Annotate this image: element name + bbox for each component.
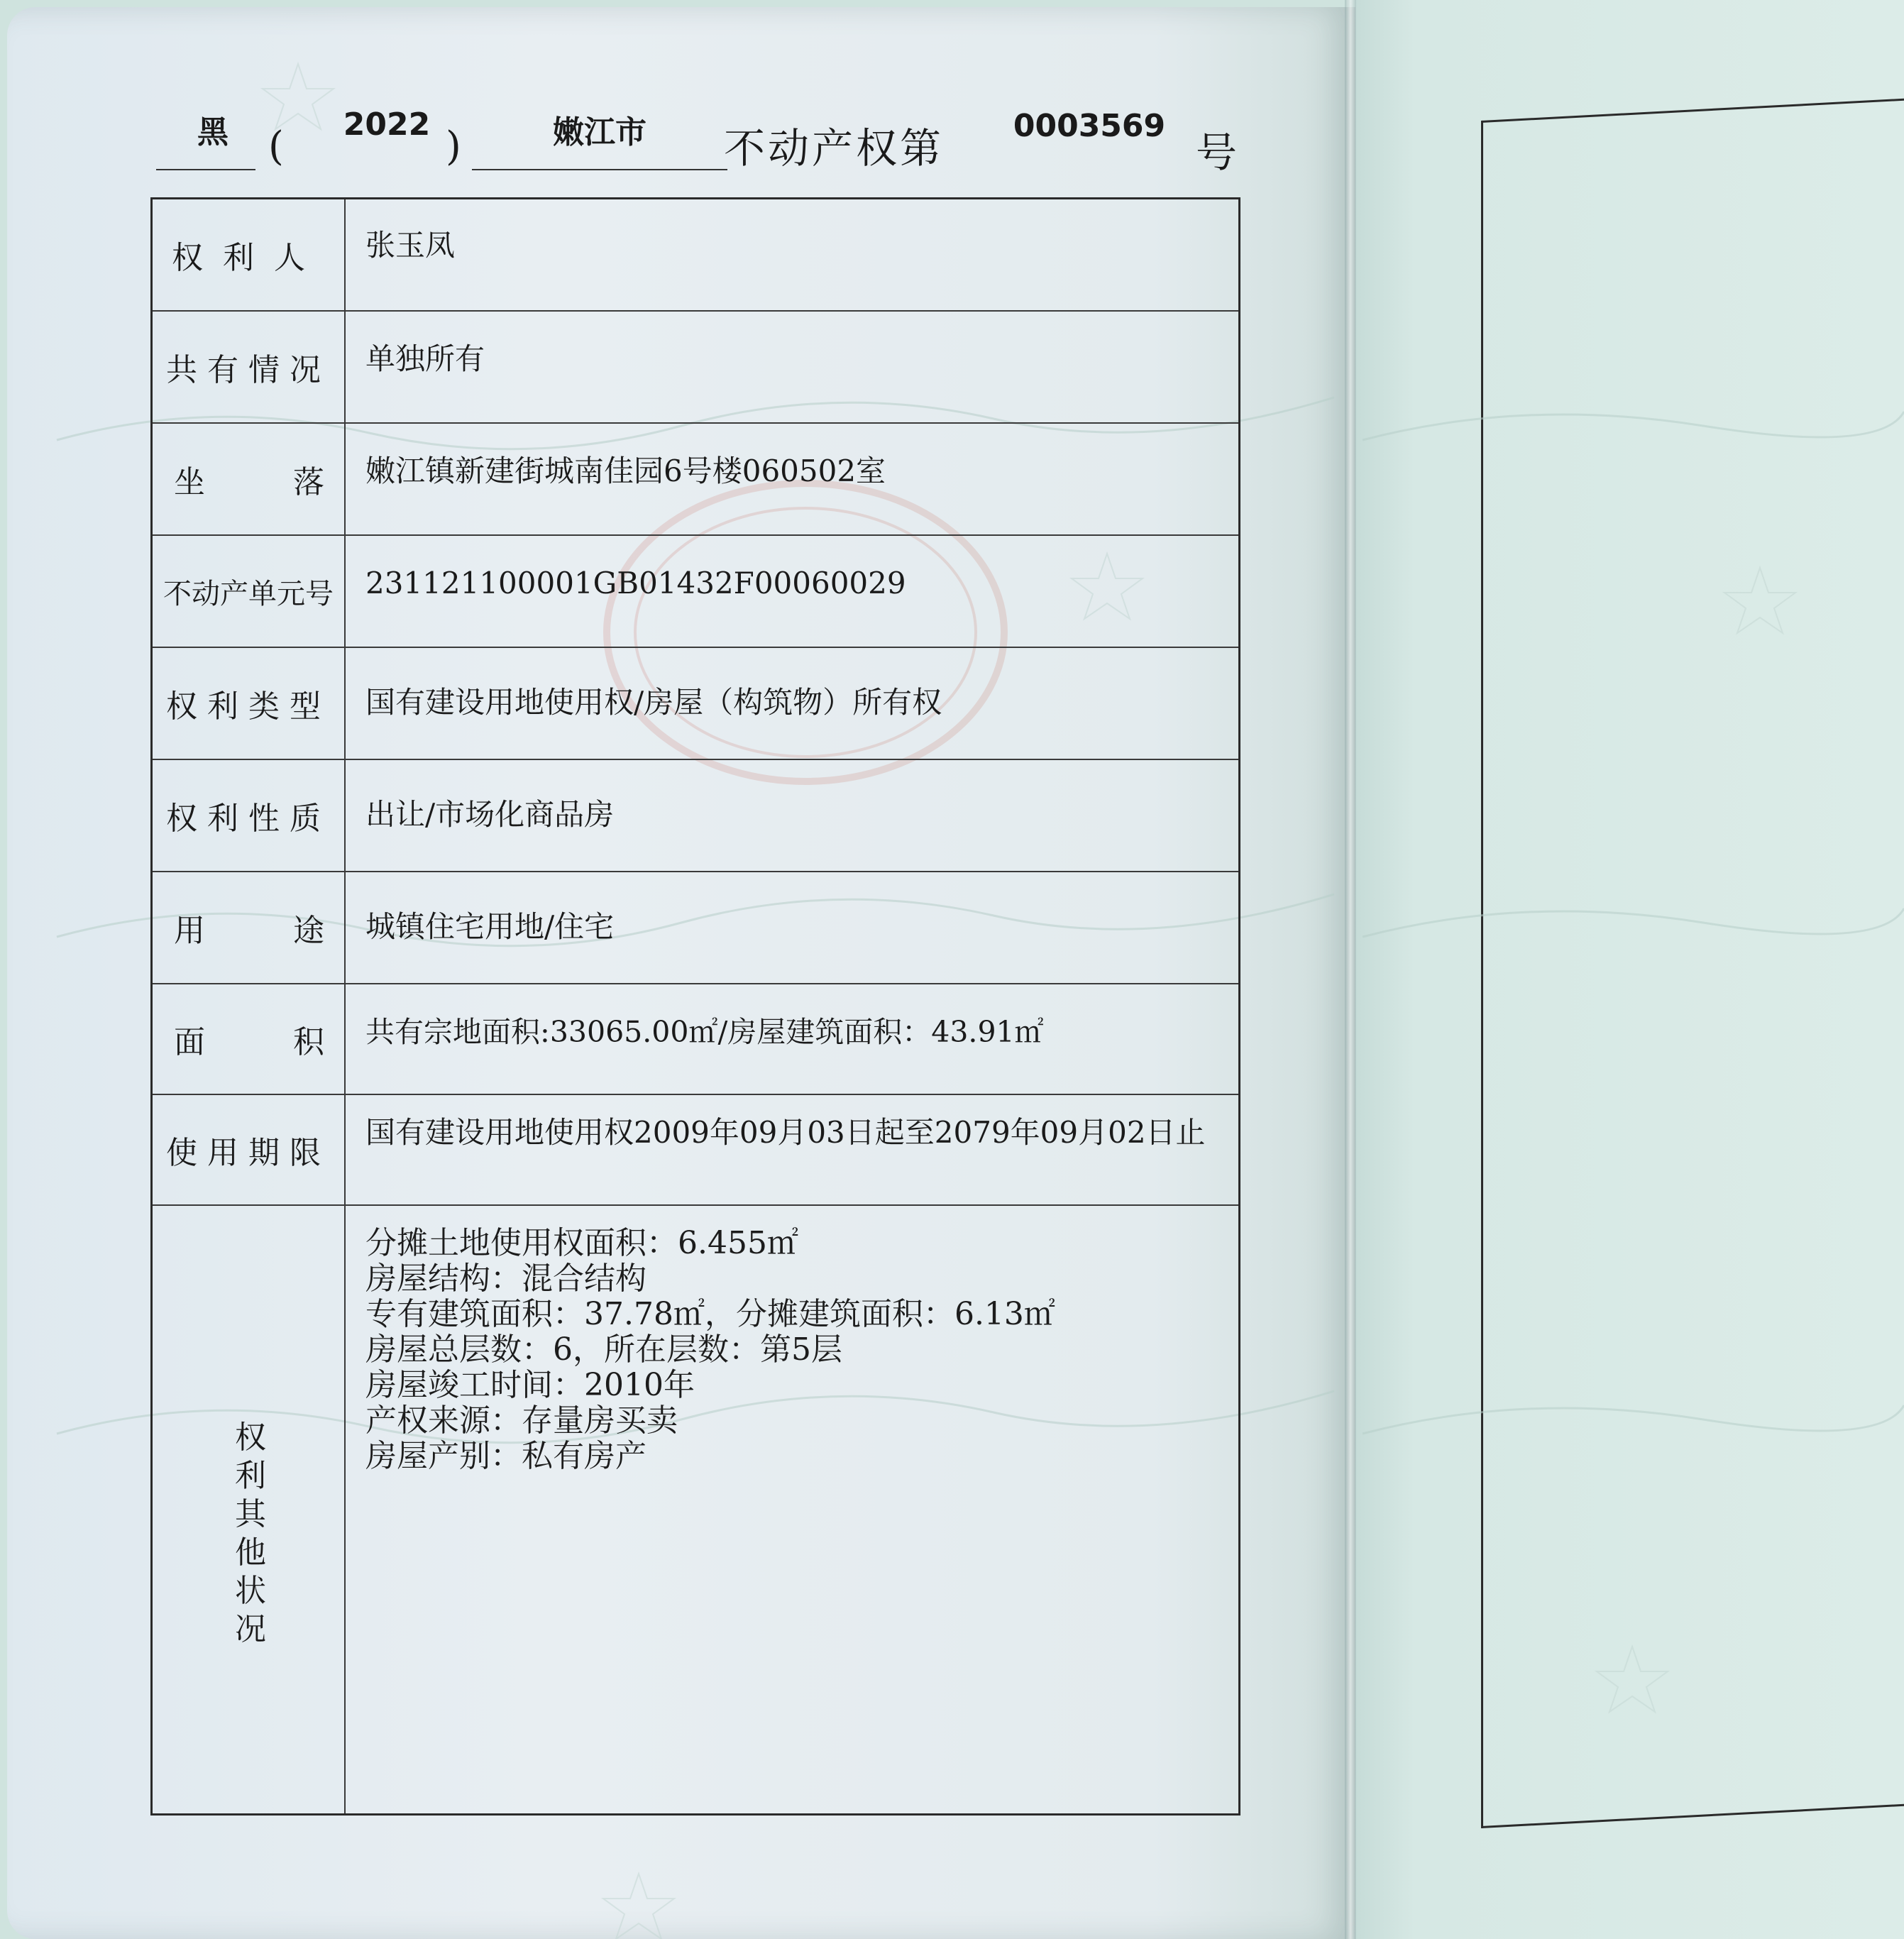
certificate-header <box>156 106 1263 185</box>
value-usage: 城镇住宅用地/住宅 <box>365 909 615 944</box>
other-line: 房屋结构：混合结构 <box>365 1260 646 1297</box>
right-page-frame <box>1481 97 1904 1828</box>
other-line: 房屋总层数：6，所在层数：第5层 <box>365 1331 842 1368</box>
row-right-type <box>153 648 1238 760</box>
province-abbr: 黑 <box>197 114 229 150</box>
label-usage <box>153 872 346 983</box>
cert-title: 不动产权第 <box>724 124 945 172</box>
other-line: 房屋竣工时间：2010年 <box>365 1367 695 1403</box>
value-right-nature: 出让/市场化商品房 <box>365 797 615 832</box>
cert-city: 嫩江市 <box>553 114 646 150</box>
row-unit-number <box>153 536 1238 648</box>
value-co-ownership: 单独所有 <box>365 341 485 376</box>
label-char: 积 <box>293 1024 324 1060</box>
label-char: 落 <box>293 464 324 500</box>
city-underline <box>472 169 727 170</box>
label-char: 面 <box>174 1024 205 1060</box>
value-right-type: 国有建设用地使用权/房屋（构筑物）所有权 <box>365 685 942 720</box>
vertical-label-char: 状 <box>235 1573 266 1609</box>
label-other-conditions-cell <box>153 1206 346 1813</box>
vertical-label-char: 况 <box>235 1611 266 1647</box>
row-right-nature <box>153 760 1238 872</box>
value-right-holder: 张玉凤 <box>365 228 456 263</box>
open-paren: ( <box>268 123 284 170</box>
cert-suffix: 号 <box>1196 128 1238 177</box>
row-right-holder <box>153 199 1238 312</box>
row-co-ownership <box>153 312 1238 424</box>
other-line: 专有建筑面积：37.78㎡，分摊建筑面积：6.13㎡ <box>365 1296 1055 1332</box>
label-co-ownership: 共有情况 <box>153 312 346 422</box>
cert-number: 0003569 <box>1013 108 1166 144</box>
label-char: 坐 <box>174 464 205 500</box>
row-area <box>153 984 1238 1095</box>
value-area: 共有宗地面积:33065.00㎡/房屋建筑面积：43.91㎡ <box>365 1015 1044 1049</box>
value-location: 嫩江镇新建街城南佳园6号楼060502室 <box>365 454 886 488</box>
value-unit-number: 231121100001GB01432F00060029 <box>365 566 906 600</box>
other-conditions-list <box>365 1226 1055 1474</box>
value-term: 国有建设用地使用权2009年09月03日起至2079年09月02日止 <box>365 1115 1206 1150</box>
cert-year: 2022 <box>343 106 431 143</box>
label-char: 用 <box>174 913 205 949</box>
vertical-label-char: 利 <box>235 1458 266 1494</box>
label-right-nature: 权利性质 <box>153 760 346 871</box>
vertical-label-char: 他 <box>235 1534 266 1571</box>
label-location <box>153 424 346 534</box>
province-underline <box>156 169 255 170</box>
other-line: 房屋产别：私有房产 <box>365 1438 646 1474</box>
label-area <box>153 984 346 1094</box>
label-char: 途 <box>293 913 324 949</box>
close-paren: ) <box>446 123 461 170</box>
row-usage <box>153 872 1238 984</box>
row-location <box>153 424 1238 536</box>
row-term <box>153 1095 1238 1206</box>
vertical-label-char: 权 <box>235 1419 266 1456</box>
label-term: 使用期限 <box>153 1095 346 1204</box>
other-line: 产权来源：存量房买卖 <box>365 1402 678 1439</box>
label-right-holder: 权利人 <box>153 199 346 310</box>
vertical-label-char: 其 <box>235 1496 266 1532</box>
label-other-conditions <box>229 1419 272 1649</box>
book-spine <box>1345 0 1356 1939</box>
row-other-conditions <box>153 1206 1238 1818</box>
certificate-table <box>150 197 1240 1816</box>
label-right-type: 权利类型 <box>153 648 346 759</box>
label-unit-number: 不动产单元号 <box>153 536 346 647</box>
other-line: 分摊土地使用权面积：6.455㎡ <box>365 1225 798 1261</box>
